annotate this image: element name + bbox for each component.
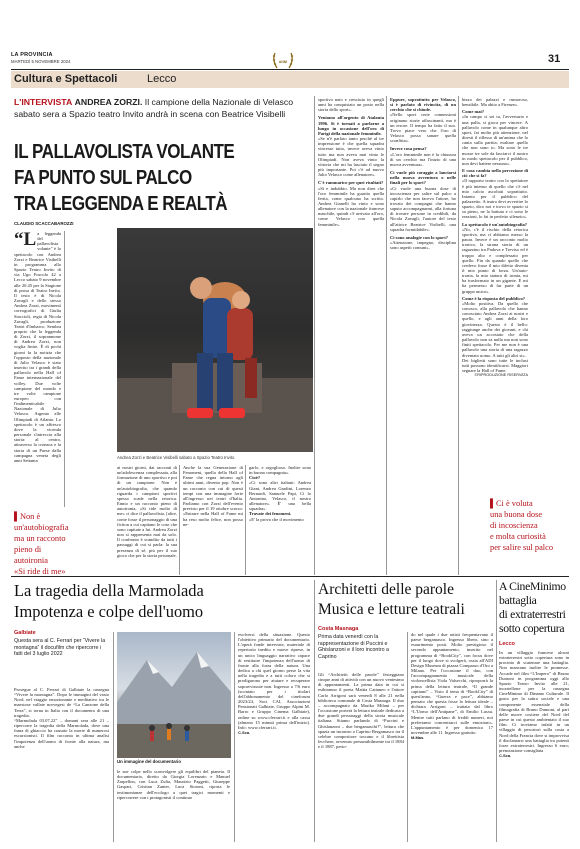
pullquote-line: Non è xyxy=(19,512,41,521)
main-column-3: Anche la sua Generazione di Fenomeni, quella della Hall of Fame che regna intorno agli ultimi anni, diventa pop. Non è un racconto con cui di questi tempi con una immagine forte all'ingresso nei teatri d'Italia. Parliamo con Zorzi dell'evento previsto per il 19 ottobre scorso: «Entrare nella Hall of Fame mi ha reso molto felice, non posso ne- xyxy=(183,465,243,527)
question-text: Travate dei fenomeni. xyxy=(249,511,292,517)
answer-text: sportivo nato e cresciuto in quegli anni ha conquistato un posto nella storia dello sport». xyxy=(318,97,384,113)
main-title-line: TRA LEGGENDA E REALTÀ xyxy=(14,193,228,215)
answer-text: «Ci sono altri italiani: Andrea Giani, Andrea Gardini, Lorenzo Bernardi, Samuele Papi, Ci lo Antonino, Velasco, il nostro allenatore». È' una bella squadra». xyxy=(249,480,311,512)
section-title: Cultura e Spettacoli xyxy=(14,73,118,85)
pullquote-left xyxy=(14,511,69,577)
story-c-column xyxy=(499,650,569,758)
masthead-date: MARTEDÌ 5 NOVEMBRE 2024 xyxy=(11,59,71,64)
story-b-title-line: Architetti delle parole xyxy=(318,581,454,598)
photo-caption: Andrea Zorzi e Beatrice Visibelli sabato a Spazio Teatro Invito xyxy=(117,455,235,460)
story-c-title-line: di extraterrestri xyxy=(499,608,566,621)
story-b-place: Costa Masnaga xyxy=(318,626,359,632)
answer-text: «In campo ci sei tu, l'avversario e una palla, si gioca per vincere. A pallavolo come in qualunque altro sport, fai molto più attenzione, nel diresti il riflesso di un'anima che lo canta sulla partita, esaltare quello che non sono io. Ma sono le tre mosse tre sole da lasciarci il nostro in modo spettacolo per il pubblico, non devi battere nessuno». xyxy=(462,114,528,166)
pullquote-line: di incoscienza xyxy=(490,521,538,530)
story-a-text: Prosegue al C. Ferrari di Galbiate la rassegna “Vivere la montagna”. Dopo le immagini del vasto Nord, nel viaggio emozionante e meditativo tra le maestose vallate norvegesi de “La Canzone della Terra”, si torna in Italia con il documento di una tragedia. xyxy=(14,687,109,718)
badge-label: ANNI xyxy=(278,60,288,64)
answer-text: «L'oro femminile non è la chiusura di un cerchio ma l'inizio di una nuova avventura». xyxy=(390,151,456,167)
story-b-text: do nel quale i due artisti frequentavano il paese bergamasco. Ingresso libero, sino a esaurimento posti. Molto prestigioso il secondo appuntamento, inserito nel programma di “BookCity”, con focus dove per il luogo dove si svolgerà, ossia all'ADI Design Museum di piazza Compasso d'Oro a Milano. Per l'occasione il duo, con l'accompagnamento musicale della violoncellista Viola Valsecchi, riproporrà la prima della lettura teatrale, “Il grande capitano” – Visto il tema di “BookCity” di quest'anno, “Guerra e pace”, abbiamo pensato che questa fosse la lettura ideale – dichiara Arrigoni – trattata dal libro “L'Uomo dell'Antipane”, di Emilio Lussu. Mentre tutti parlano di freddi numeri, noi preferiamo concentrarci sulle emozioni». L'appuntamento è per domenica 17 novembre alle 11. Ingresso gratuito. xyxy=(411,632,493,735)
story-a-photo xyxy=(117,632,231,758)
answer-text: «E' la prova che il movimento xyxy=(249,516,304,522)
story-a-place: Galbiate xyxy=(14,630,36,636)
main-column-7 xyxy=(462,97,528,378)
story-a-column-1 xyxy=(14,687,109,749)
story-b-title xyxy=(318,580,502,619)
credit-text: ©RIPRODUZIONE RISERVATA xyxy=(474,373,528,378)
question-text: Come è la risposta del pubblico? xyxy=(462,295,526,301)
answer-text: «Attenzione, impegno, disciplina sono aspetti comuni». xyxy=(390,240,456,251)
question-text: Cioè? xyxy=(249,475,261,481)
answer-text: «Nello sport certe connessioni originano storie affascinanti, ma è un errore. Il tempo ha fatto il suo. Trovo piace vero che l'oro di Velasco possa sanare quella sconfitta». xyxy=(390,112,456,144)
story-a-photo-caption: Un immagine del documentario xyxy=(117,759,181,764)
question-text: E cosa cambia nella percezione di ciò che si fa? xyxy=(462,168,528,179)
story-a-column-2: le sue colpe nello sconvolgere gli equilibri del pianeta. Il documentario, diretto da Giorgia Lorenzato e Manuel Zarpellon, con Luca Zulia, Maurizio Paggetti, Giuseppe Gaspari, Cristian Zanier, Luca Storoni, riporta le testimonianze dell'ecologo a quei tragici momenti e ripercorrere con i protagonisti il continuo xyxy=(117,769,230,800)
pullquote-line: un'autobiografia xyxy=(14,523,69,532)
question-text: Invece cosa pensa? xyxy=(390,146,427,152)
pullquote-bullet-icon: ▌ xyxy=(14,512,20,521)
kicker-name: ANDREA ZORZI. xyxy=(74,97,143,107)
story-c-title xyxy=(499,580,571,636)
pullquote-line: una buona dose xyxy=(490,510,543,519)
story-b-column-1: Gli “Architetti delle parole” festeggiano cinque anni di attività con un nuovo ventesimo di appuntamenti. La prima data in cui si esibiranno il poeta Mattia Cattaneo e l'attore Carlo Arrigoni sarà venerdì 8 alle 21 nella biblioteca comunale di Costa Masnaga. Il duo – accompagnato da Marika Milani – per l'occasione porterà la lettura teatrale dedicata a due grandi personaggi della storia musicale italiana. Stiamo parlando di “Puccini e Ghislanzoni – due bergamaschi?”, lettura che spazia un incontro a Caprino Bergamasco tra il celebre compositore toscano e il librettista lecchese, avvenuto presumibilmente tra il 1884 e il 1887, perio- xyxy=(318,672,404,750)
story-a-signature: C.Sca. xyxy=(238,729,251,735)
actors-photo-illustration xyxy=(117,228,313,452)
story-a-title xyxy=(14,580,304,622)
question-text: Veniamo all'argento di Atalanta 1996. Si è tornati a parlarne a lungo in occasione dell'oro di Parigi della nazionale femminile. xyxy=(318,115,384,136)
story-c-title-line: A CineMinimo xyxy=(499,580,566,593)
story-a-column-3 xyxy=(238,632,310,735)
answer-text: «Il rapporto teatro con lo spettatore è più intenso di quello che c'è nel mio calcio ascoltati soprattutto. Intanto per il pubblico del palazzetto. A teatro devi avvertire lo spazio, dico noi e trovo te spazio si sa pieno, ne la battuta e ci sono le reazioni, lo fai in perfetto silenzio». xyxy=(462,178,528,220)
story-c-text: In un villaggio francese alcuni extraterrestri sotto copertura sono in procinto di scatenare una battaglia. Non mancano inoltre le promesse. Accade nel film “L'Impero” di Bruno Dumont in programma oggi allo Spazio Teatro Invito alle 21, incartellone per la rassegna CineMinimo di Dinamo Culturale. Il gusto per la satira sociale e una componente essenziale della filmografia di Bruno Dumont, al pari delle nuove costiere del Nord del paese in cui questo ambientato il suo film. Ci troviamo infatti in un villaggio di pescatori sulla costa a Nord della Francia dove si improvvisa il disclamarsi una battaglia tra potenti forze extraterrestri. Ingresso 6 euro; prenotazione consigliata xyxy=(499,650,569,753)
question-text: Eppure, soprattutto per Velasco, si è parlato di rivincita, di un cerchio che si chiude. xyxy=(390,97,456,113)
answer-text: Dei biglietti sono tutte le inclusi tutti possono identificarsi. Maggiori segnare la Hall of Fame. xyxy=(462,357,528,373)
main-column-1-text: a leggenda del pallavolista volante” è lo spettacolo con Andrea Zorzi e Beatrice Visibelli in programma allo Spazio Teatro Invito di via Ugo Foscolo 42 a Lecco sabato 9 novembre alle 20.45 per la Stagione di prosa di Teatro Invito. Il testo è di Nicola Zavagli e dello stesso Andrea Zorzi, movimenti coreografici di Giulia Staccioli, regia di Nicola Zavagli, produzione Teatri d'Imbarco. Sembra proprio che la leggenda di Zorzi, il soprannome di Andrea Zorzi, non voglia finire. È di pochi giorni fa la notizia che l'opposto della nazionale di Julio Velasco è stato inserito tra i grandi della pallavolo nella Hall of Fame internazionale del volley. Due volte campione del mondo e tre volte campione europeo con l'indimenticabile Nazionale di Julio Velasco. Argento alle Olimpiadi di Atlanta. Lo spettacolo è un affresco dove la vicenda personale s'intreccia alla storia: al centro, attraverso la cronaca e la storia di un Paese dalla campagna veneta degli anni Settanta xyxy=(14,231,61,463)
question-text: Ci vuole più coraggio a lanciarsi nella nuova avventura o nelle finali per lo sport? xyxy=(390,170,456,186)
pullquote-line: pieno di autoironia xyxy=(14,545,48,565)
main-column-2: ai nostri giorni, dai racconti di un'adolescenza complessata, alla formazione di uno sportivo e poi di un campione. Non è un'autobiografia, che quando riguarda i campioni sportivi spesso scade nella retorica. Ennio e un racconto pieno di autoironia, «Si ride molto di me» ci dice il pallavolista, [altre, come fosse il personaggio di una fiction a cui capitano le cose che sono capitate a lui. Andrea Zorzi non si rappresenta mai da solo. Il confronto è scandito da tutti i passaggi di cui si parla: la sua presenza di sé, più per il suo gioco che per la storia personale. xyxy=(117,465,177,558)
byline: CLAUDIO SCACCABAROZZI xyxy=(14,221,74,226)
pullquote-line: «Si ride di me» xyxy=(14,567,66,576)
main-column-5 xyxy=(318,97,384,227)
kicker xyxy=(14,96,310,120)
section-city: Lecco xyxy=(147,73,177,85)
main-title xyxy=(14,139,266,217)
question-text: C'è rammarico per quei risultati? xyxy=(318,180,384,186)
story-b-column-2 xyxy=(411,632,493,740)
main-column-4 xyxy=(249,465,311,522)
masthead-paper: LA PROVINCIA xyxy=(11,52,53,58)
answer-text: «Ci vuole una buona dose di incoscienza per salire sul palco a capirlo che non facevo l'attore, ho trovato dei compagni che hanno saputo accompagnarmi, alla fortuna di trovare persone in credibili, da Nicola Zavagli, l'autore del testo all'attrice Beatrice Visibelli, una squadra formidabile». xyxy=(390,185,456,232)
mountain-photo-illustration xyxy=(117,632,231,758)
answer-text: bizzo dei palazzi e rumoroso, bensibile. Ma abito a Firenze». xyxy=(462,97,528,108)
story-c-place: Lecco xyxy=(499,641,515,647)
story-c-title-line: battaglia xyxy=(499,594,537,607)
pullquote-line: per salire sul palco xyxy=(490,543,554,552)
story-c-signature: C.Sca. xyxy=(499,753,512,759)
pullquote-line: e molta curiosità xyxy=(490,532,546,541)
story-b-signature: M.Mas. xyxy=(411,735,425,741)
kicker-text: Il campione della Nazionale di Velasco sabato sera a Spazio teatro Invito andrà in scena con Beatrice Visibelli xyxy=(14,97,294,119)
story-a-subhead: Questa sera al C. Ferrari per “Vivere la montagna” il docufilm che ripercorre i fatti del 3 luglio 2022 xyxy=(14,638,106,658)
pullquote-line: Ci è voluta xyxy=(495,499,533,508)
answer-text: «Se n'è parlato tanto perché al tre impressione è che quella squadra vincesse tutto, invece aveva vinto tutto ma non aveva mai vinto le Olimpiadi. Non aveva vinto la vittoria che mi ha lasciato il segno più importante. Poi c'è ad nuovo Julio Velasco come allenatore». xyxy=(318,136,384,178)
question-text: Lo spettacolo è un'autobiografia? xyxy=(462,221,528,227)
section-bar xyxy=(11,71,569,88)
main-column-6 xyxy=(390,97,456,250)
main-title-line: FA PUNTO SUL PALCO xyxy=(14,167,192,189)
question-text: Come mai? xyxy=(462,109,485,115)
main-title-line: IL PALLAVOLISTA VOLANTE xyxy=(14,141,235,163)
story-a-title-line: La tragedia della Marmolada xyxy=(14,581,204,600)
pullquote-right xyxy=(490,498,572,553)
story-b-title-line: Musica e letture teatrali xyxy=(318,600,465,618)
answer-text: «Molto positiva. Da quello che conosco, alla pallavolo che hanno conosciuto Andrea Zorzi ai nostri e quello, e agli anni della loro giovinezza. Questo è il bello: raggiunge anche dei giovani, e chi aveva un accostato che della pallavolo non sa nulla ma non sono finiti spettacolo. Per me non è una pallavolo una storia di una ragazzo diventato uomo. A tutti gli altri si». xyxy=(462,300,528,358)
story-c-title-line: sotto copertura xyxy=(499,622,565,635)
answer-text: «Sì e indubbio. Ma non direi che l'oro femminile ha guarito quella ferita, come qualcuno ha scritto. Andrea Gianelli ha vinto e sono allenatore con la nazionale francese maschile, quindi c'è arrivato all'oro, come Velasco con quella femminile». xyxy=(318,185,384,227)
page-number: 31 xyxy=(548,53,561,65)
kicker-label: L'INTERVISTA xyxy=(14,97,73,107)
story-b-subhead: Prima data venerdì con la rappresentazione di Puccini e Ghislanzoni e il loro incontro a Caprino xyxy=(318,634,389,660)
question-text: Ci sono analogie con lo sport? xyxy=(390,234,448,240)
story-a-title-line: Impotenza e colpe dell'uomo xyxy=(14,602,204,621)
story-a-text: “Marmolada 03.07.22” – domani sera alle 21 – ripercorre la tragedia della Marmolada, dove una frana di ghiaccio ha causato la morte di numerosi escursionisti. Il film racconta in ultima analisi l'impotenza dell'uomo di fronte alla natura, ma anche xyxy=(14,717,109,749)
pullquote-bullet-icon: ▌ xyxy=(490,499,496,508)
main-column-1 xyxy=(14,231,61,463)
story-a-text: evolversi della situazione. Questo l'obiettivo primario del documentario. L'operà fonde interviste, materiale di repertorio inedito e nuove riprese, in un unico linguaggio narrativo capace di restituire l'impotenza dell'uomo di fronte alla forza della natura. Una dedica a chi quel giorno perse la vita nella tragedia e a tutti coloro che si prodigarono per aiutare e recuperare sopravvissute non. Ingresso a 7/6 euro (scontato per i titolari dell'abbonamento del cineforum 2023/24, Soci CAI, Associazioni Pensionati Galbiate, Gruppo Alpini M. Barro e Gruppo Cinema Galbiate), online su www.cferrari.it e alla cassa (almeno 15 minuti prima dell'inizio). Info: www.cferrari.it. xyxy=(238,632,310,730)
answer-text: «No, c'è il rischio della retorica sportiva, ma ci abbiamo messo la paura. Invece è un racconto molto ironico, la strana storia di un ragazzino tra Padova e Treviso ed è troppo alto e complessato per quello. Fin da quando quello che credevo fosse il mio difetto diventa il mio punto di forza. Un'auto-ironia, la mia statura di ironia, mi ha trasformato in un gigante. E mi ha permesso di far parte di un gruppo unico». xyxy=(462,226,528,294)
dropcap: “L xyxy=(14,229,37,250)
pullquote-line: ma un racconto xyxy=(14,534,66,543)
main-photo xyxy=(117,228,313,452)
answer-text: garlo, e orgoglioso. Inoltre sono in buona compagnia». xyxy=(249,465,311,476)
